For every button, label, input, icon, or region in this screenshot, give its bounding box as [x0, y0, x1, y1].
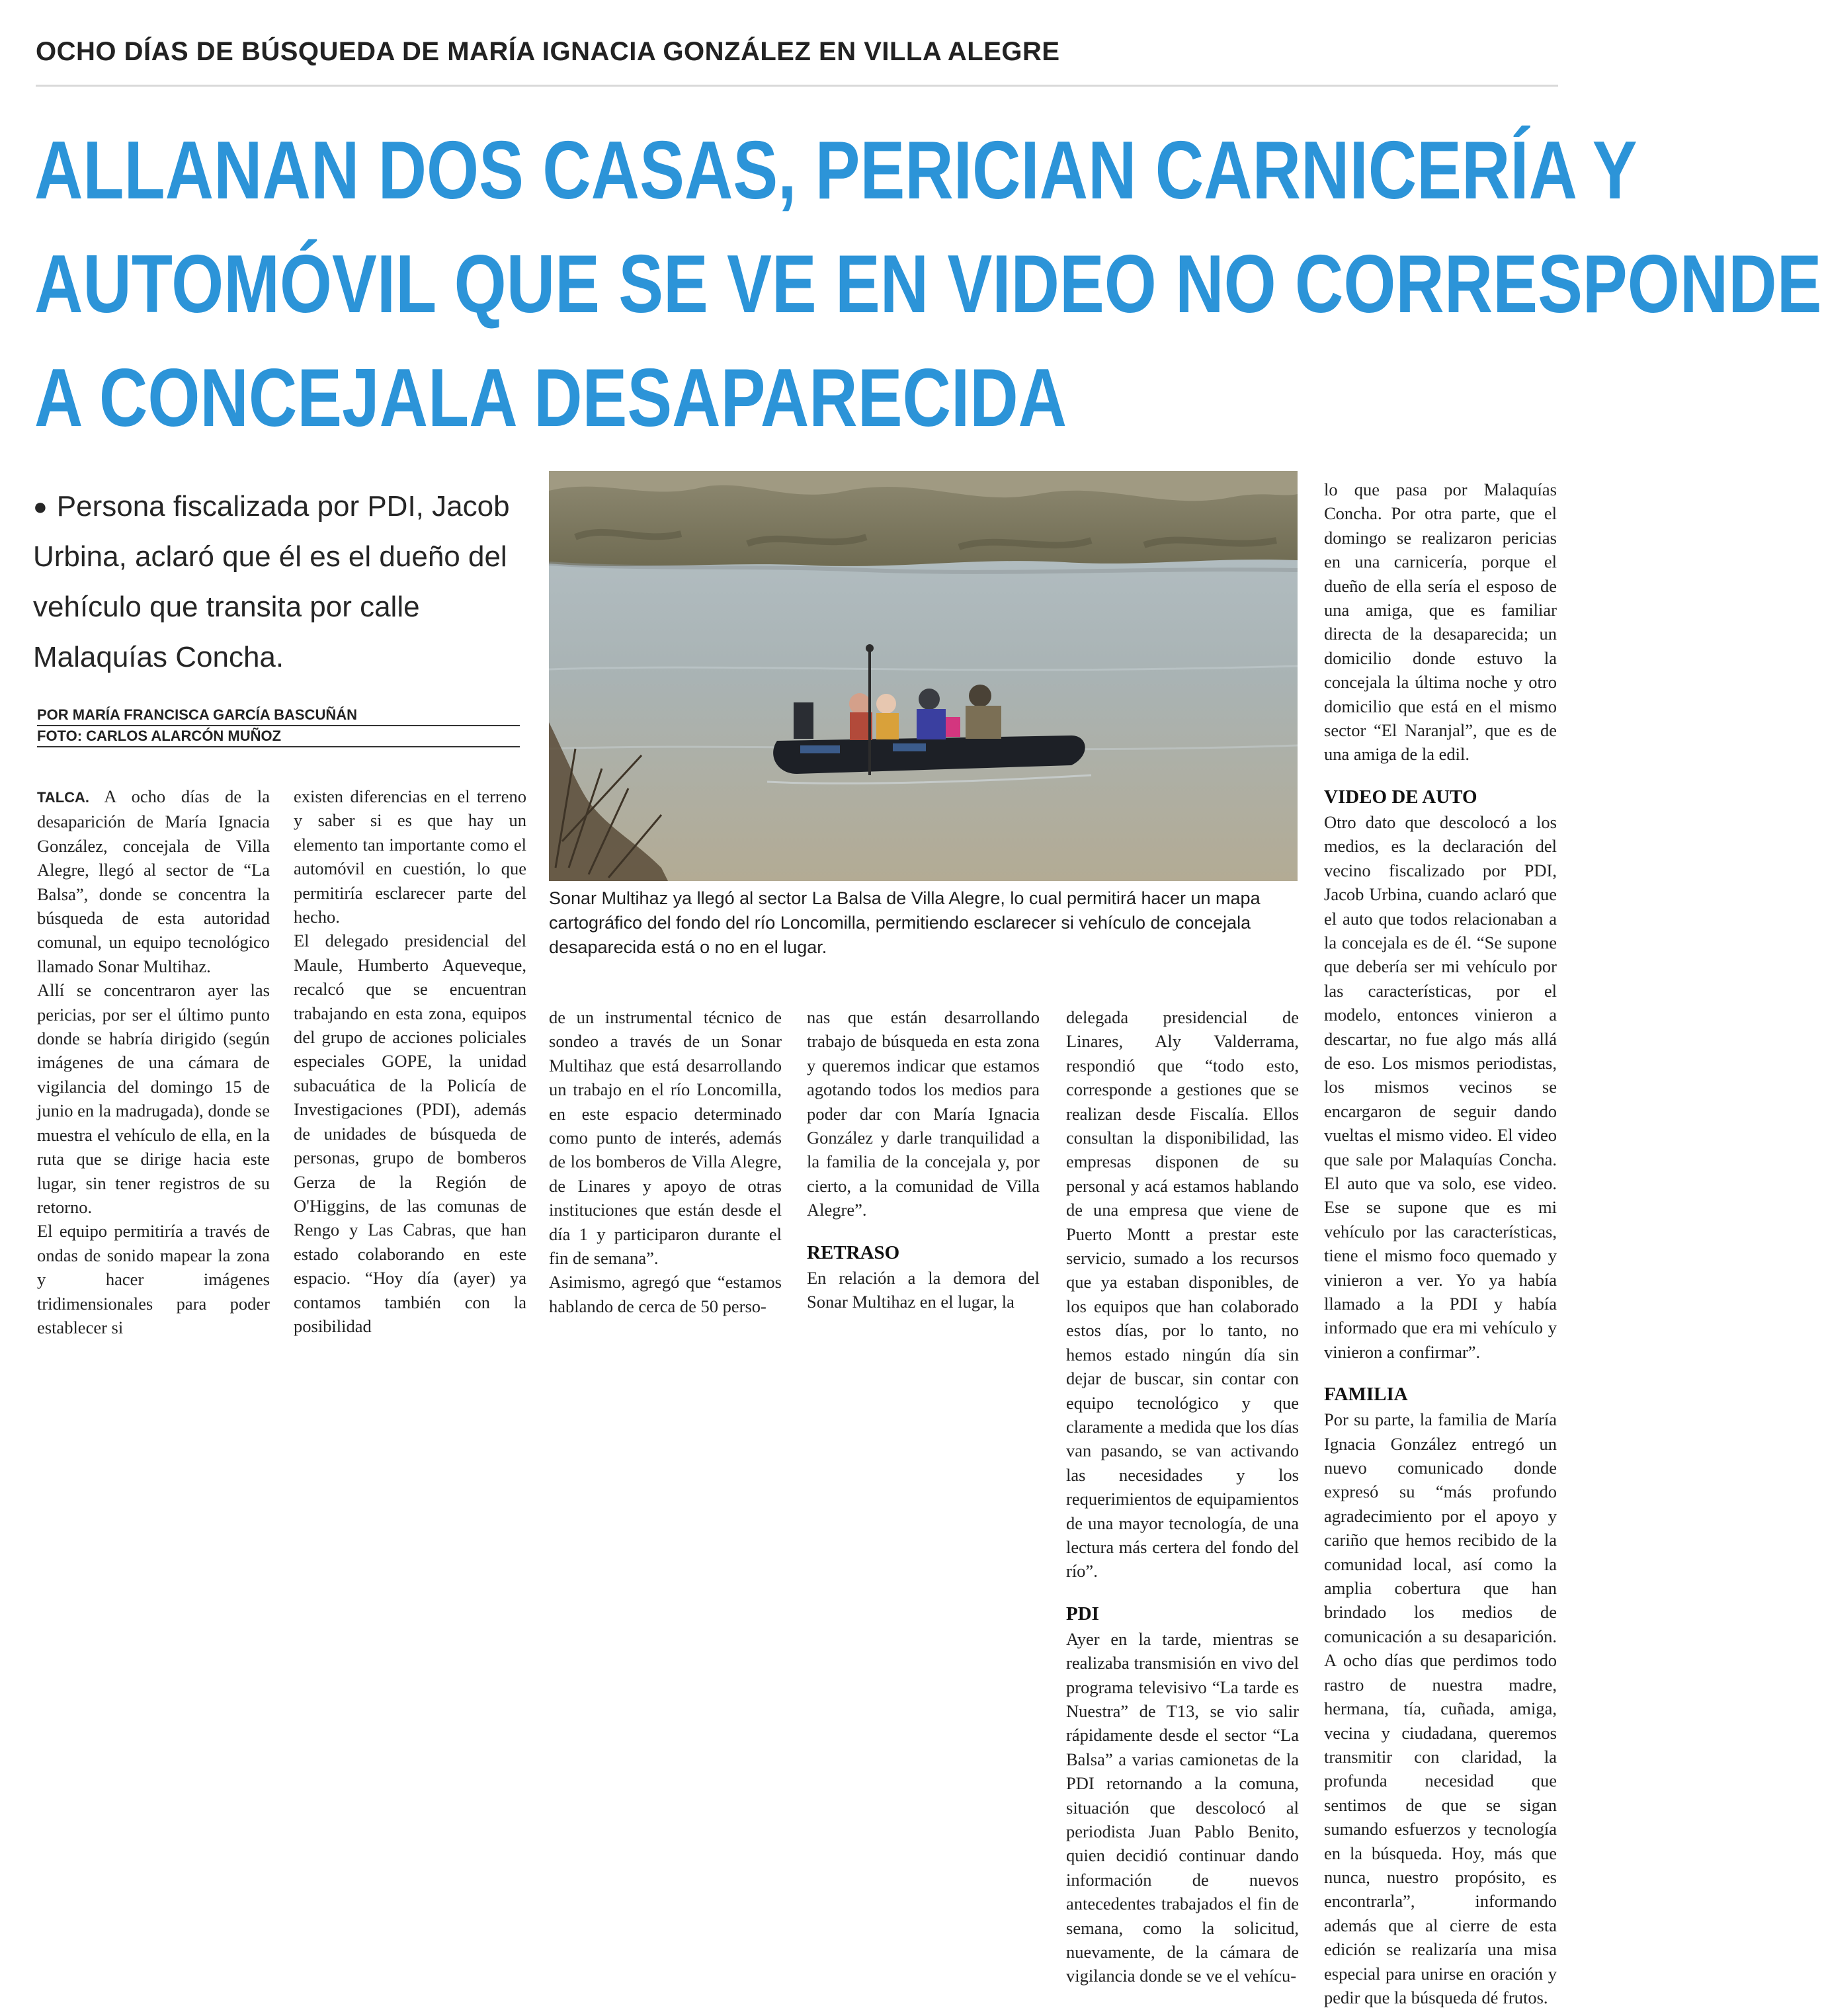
subhead-video-de-auto: VIDEO DE AUTO [1324, 786, 1477, 808]
paragraph: delegada presidencial de Linares, Aly Valderrama, respondió que “todo esto, corresponde a gestiones que se realizan desde Fiscalía. Ellos consultan la disponibilidad, las empresas disponen de su personal y acá estamos hablando de una empresa que viene de Puerto Montt a prestar este servicio, sumado a los recursos que ya estaban disponibles, de los equipos que han colaborado estos días, por lo tanto, no hemos estado ningún día sin dejar de buscar, sin contar con equipo tecnológico y que claramente a medida que los días van pasando, se van activando las necesidades y los requerimientos de equipamientos de una mayor tecnología, de una lectura más certera del fondo del río”. [1066, 1007, 1299, 1581]
headline-line-1: ALLANAN DOS CASAS, PERICIAN CARNICERÍA Y [34, 125, 1637, 216]
paragraph: El equipo permitiría a través de ondas de sonido mapear la zona y hacer imágenes tridimensionales para poder establecer si [37, 1221, 270, 1337]
kicker-divider [36, 85, 1558, 87]
paragraph: Otro dato que descolocó a los medios, es la declaración del vecino fiscalizado por PDI, Jacob Urbina, cuando aclaró que el auto que todos relacionaban a la concejala es de él. “Se supone que debería ser mi vehículo por las características, por el modelo, entonces vinieron a descartar, no fue algo más allá de eso. Los mismos periodistas, los mismos vecinos se encargaron de seguir dando vueltas el mismo video. El video que sale por Malaquías Concha. El auto que va solo, ese video. Ese se supone que es mi vehículo por las características, tiene el mismo foco quemado y vinieron a ver. Yo ya había llamado a la PDI y había informado que era mi vehículo y vinieron a confirmar”. [1324, 812, 1557, 1362]
paragraph: de un instrumental técnico de sondeo a través de un Sonar Multihaz que está desarrollando un trabajo en el río Loncomilla, en este espacio determinado como punto de interés, además de los bomberos de Villa Alegre, de Linares y apoyo de otras instituciones que están desde el día 1 y participaron durante el fin de semana”. [549, 1007, 782, 1269]
paragraph: nas que están desarrollando trabajo de búsqueda en esta zona y queremos indicar que estamos agotando todos los medios para poder dar con María Ignacia González y darle tranquilidad a la familia de la concejala y, por cierto, a la comunidad de Villa Alegre”. [807, 1007, 1040, 1220]
paragraph: Asimismo, agregó que “estamos hablando de cerca de 50 perso- [549, 1272, 782, 1316]
paragraph: El delegado presidencial del Maule, Humberto Aqueveque, recalcó que se encuentran trabajando en esta zona, equipos del grupo de acciones policiales especiales GOPE, la unidad subacuática de la Policía de Investigaciones (PDI), además de unidades de búsqueda de personas, grupo de bomberos Gerza de la Región de O'Higgins, de las comunas de Rengo y Las Cabras, que han estado colaborando en este espacio. “Hoy día (ayer) ya contamos también con la posibilidad [294, 931, 526, 1336]
paragraph: Ayer en la tarde, mientras se realizaba transmisión en vivo del programa televisivo “La tarde es Nuestra” de T13, se vio salir rápidamente desde el sector “La Balsa” a varias camionetas de la PDI retornando a la comuna, situación que descolocó al periodista Juan Pablo Benito, quien decidió continuar dando información de nuevos antecedentes trabajados el fin de semana, como la solicitud, nuevamente, de la cámara de vigilancia donde se ve el vehícu- [1066, 1628, 1299, 1986]
body-text: A ocho días de la desaparición de María Ignacia González, concejala de Villa Alegre, llegó al sector de “La Balsa”, donde se concentra la búsqueda de esta autoridad comunal, un equipo tecnológico llamado Sonar Multihaz. [37, 786, 270, 976]
headline-line-3: A CONCEJALA DESAPARECIDA [34, 353, 1067, 444]
byline [37, 705, 520, 747]
column-3 [549, 1005, 782, 1318]
paragraph: Allí se concentraron ayer las pericias, por ser el último punto donde se habría dirigido (según imágenes de una cámara de vigilancia del domingo 15 de junio en la madrugada), donde se muestra el vehículo de ella, en la ruta que se dirige hacia este lugar, sin tener registros de su retorno. [37, 980, 270, 1217]
photo-caption: Sonar Multihaz ya llegó al sector La Balsa de Villa Alegre, lo cual permitirá hacer un mapa cartográfico del fondo del río Loncomilla, permitiendo esclarecer si vehículo de concejala desaparecida está o no en el lugar. [549, 888, 1261, 957]
paragraph: En relación a la demora del Sonar Multihaz en el lugar, la [807, 1267, 1040, 1312]
lead-summary [33, 482, 529, 683]
paragraph [37, 784, 270, 978]
column-6 [1324, 478, 1557, 2009]
lead-text: Persona fiscalizada por PDI, Jacob Urbina, aclaró que él es el dueño del vehículo que transita por calle Malaquías Concha. [33, 490, 510, 673]
bullet-icon: ● [33, 493, 48, 520]
column-1 [37, 784, 270, 1339]
subhead-retraso: RETRASO [807, 1241, 900, 1263]
headline-line-2: AUTOMÓVIL QUE SE VE EN VIDEO NO CORRESPONDE [34, 239, 1822, 330]
paragraph: lo que pasa por Malaquías Concha. Por otra parte, que el domingo se realizaron pericias en una carnicería, porque el dueño de ella sería el esposo de una amiga, que es familiar directa de la desaparecida; un domicilio donde estuvo la concejala la última noche y otro domicilio que está en el mismo sector “El Naranjal”, que es de una amiga de la edil. [1324, 480, 1557, 765]
byline-photo-credit: FOTO: CARLOS ALARCÓN MUÑOZ [37, 725, 520, 746]
dateline: TALCA. [37, 789, 90, 806]
column-2 [294, 784, 526, 1338]
river-search-photo [549, 471, 1298, 881]
subhead-familia: FAMILIA [1324, 1384, 1408, 1406]
headline [34, 114, 1822, 455]
subhead-pdi: PDI [1066, 1603, 1099, 1624]
column-4 [807, 1005, 1040, 1314]
byline-author: POR MARÍA FRANCISCA GARCÍA BASCUÑÁN [37, 706, 357, 723]
kicker: OCHO DÍAS DE BÚSQUEDA DE MARÍA IGNACIA GONZÁLEZ EN VILLA ALEGRE [36, 37, 1060, 66]
paragraph: existen diferencias en el terreno y saber si es que hay un elemento tan importante como el automóvil en cuestión, lo que permitiría esclarecer parte del hecho. [294, 786, 526, 927]
paragraph: Por su parte, la familia de María Ignacia González entregó un nuevo comunicado donde expresó su “más profundo agradecimiento por el apoyo y cariño que hemos recibido de la comunidad local, así como la amplia cobertura que han brindado los medios de comunicación a su desaparición. A ocho días que perdimos todo rastro de nuestra madre, hermana, tía, cuñada, amiga, vecina y ciudadana, queremos transmitir con claridad, la profunda necesidad que sentimos de que se sigan sumando esfuerzos y tecnología en la búsqueda. Hoy, más que nunca, nuestro propósito, es encontrarla”, informando además que al cierre de esta edición se realizaría una misa especial para unirse en oración y pedir que la búsqueda dé frutos. [1324, 1409, 1557, 2007]
river-boat-illustration [549, 471, 1298, 881]
column-5 [1066, 1005, 1299, 1988]
